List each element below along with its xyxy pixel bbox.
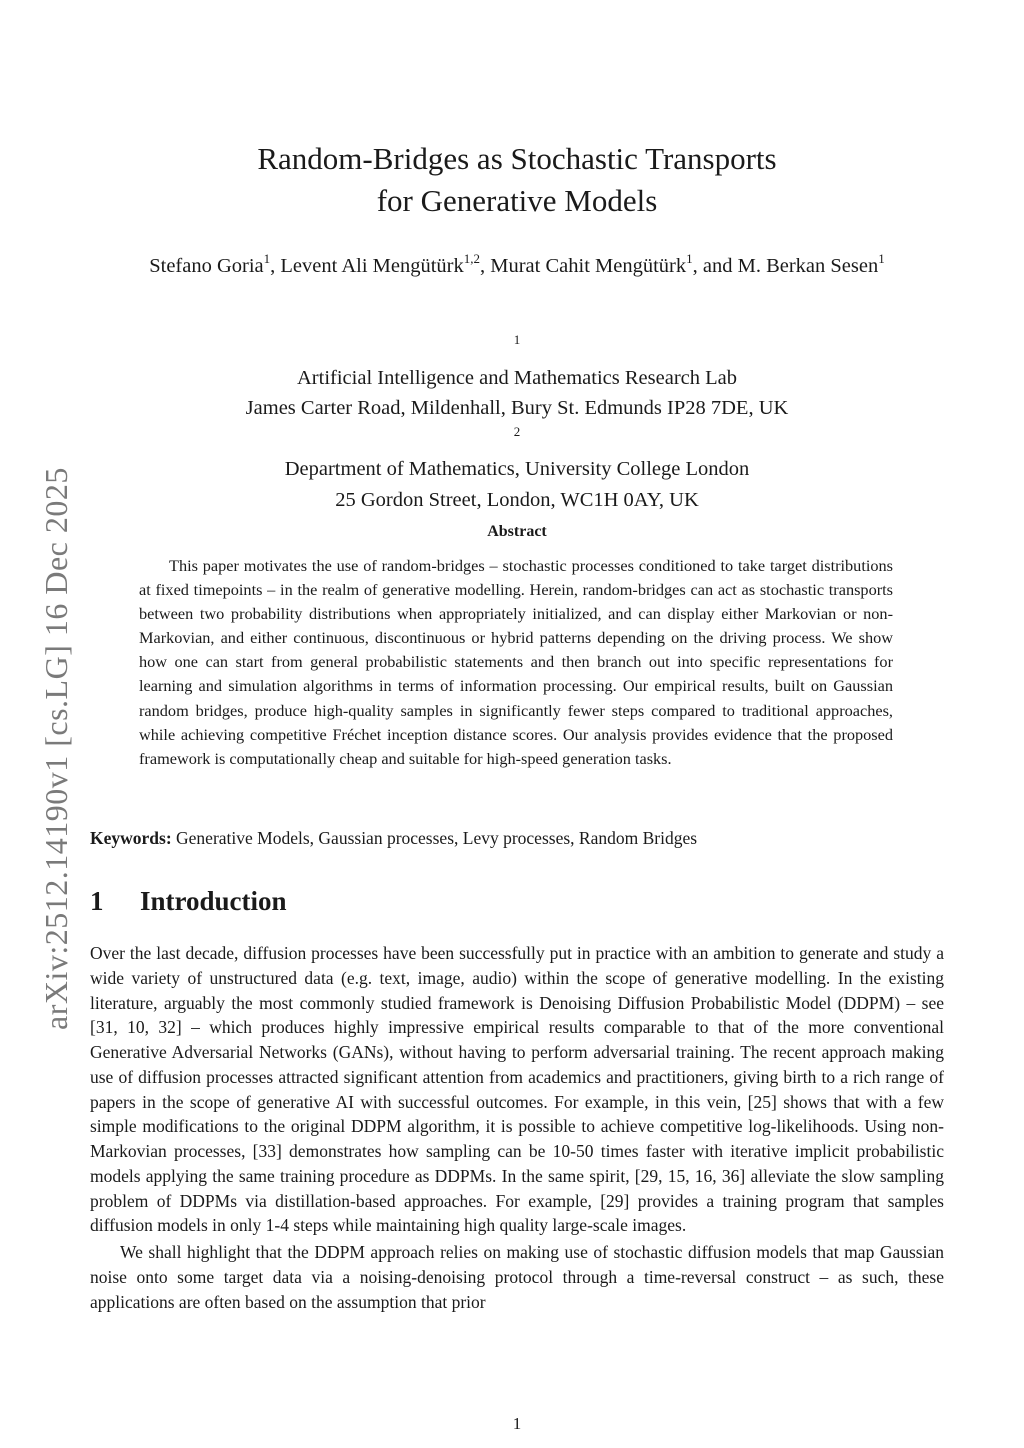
author-separator: , <box>270 255 281 277</box>
affiliation-2-address: 25 Gordon Street, London, WC1H 0AY, UK <box>335 488 699 511</box>
title-line-2: for Generative Models <box>376 183 658 218</box>
author-list <box>105 251 929 281</box>
author-separator: , <box>480 255 491 277</box>
author-separator: , and <box>692 255 738 277</box>
section-title: Introduction <box>140 886 287 916</box>
body-paragraph: We shall highlight that the DDPM approach relies on making use of stochastic diffusion models that map Gaussian noise onto some target data via a noising-denoising protocol through a time-reversal construct – as such, these applications are often based on the assumption that prior <box>90 1242 944 1312</box>
section-number: 1 <box>90 886 104 916</box>
affiliations <box>0 332 1024 515</box>
abstract-text: This paper motivates the use of random-bridges – stochastic processes conditioned to take target distributions at fixed timepoints – in the realm of generative modelling. Herein, random-bridges can act as stochastic transports between two probability distributions when appropriately initialized, and can display either Markovian or non-Markovian, and either continuous, discontinuous or hybrid patterns depending on the driving process. We show how one can start from general probabilistic statements and then branch out into specific representations for learning and simulation algorithms in terms of information processing. Our empirical results, built on Gaussian random bridges, produce high-quality samples in significantly fewer steps compared to traditional approaches, while achieving competitive Fréchet inception distance scores. Our analysis provides evidence that the proposed framework is computationally cheap and suitable for high-speed generation tasks. <box>139 556 893 768</box>
author-name: Murat Cahit Mengütürk <box>490 255 687 277</box>
keywords-label: Keywords: <box>90 828 172 848</box>
author-affiliation-mark: 1 <box>686 251 693 267</box>
introduction-body <box>90 941 944 1314</box>
keywords-line <box>90 828 950 849</box>
keywords-text: Generative Models, Gaussian processes, Levy processes, Random Bridges <box>176 828 698 848</box>
title-line-1: Random-Bridges as Stochastic Transports <box>257 141 777 176</box>
section-heading-introduction <box>90 886 287 917</box>
author-name: M. Berkan Sesen <box>737 255 879 277</box>
author-affiliation-mark: 1 <box>263 251 271 267</box>
abstract-heading: Abstract <box>487 523 547 540</box>
page-number: 1 <box>512 1414 522 1433</box>
affiliation-2-name: $^2$ Department of Mathematics, University College London <box>284 423 750 480</box>
affiliation-mark: 1 <box>513 332 521 348</box>
affiliation-1-address: James Carter Road, Mildenhall, Bury St. Edmunds IP28 7DE, UK <box>245 397 789 419</box>
author-name: Levent Ali Mengütürk <box>280 255 464 277</box>
author-affiliation-mark: 1 <box>878 251 885 267</box>
author-name: Stefano Goria <box>149 255 264 277</box>
body-paragraph: Over the last decade, diffusion processes have been successfully put in practice with an ambition to generate and study a wide variety of unstructured data (e.g. text, image, audio) within the scope of generative modelling. In the existing literature, arguably the most commonly studied framework is Denoising Diffusion Probabilistic Model (DDPM) – see [31, 10, 32] – which produces highly impressive empirical results comparable to that of the more conventional Generative Adversarial Networks (GANs), without having to perform adversarial training. The recent approach making use of diffusion processes attracted significant attention from academics and practitioners, giving birth to a rich range of papers in the scope of generative AI with successful outcomes. For example, in this vein, [25] shows that with a few simple modifications to the original DDPM algorithm, it is possible to achieve competitive log-likelihoods. Using non-Markovian processes, [33] demonstrates how sampling can be 10-50 times faster with iterative implicit probabilistic models applying the same training procedure as DDPMs. In the same spirit, [29, 15, 16, 36] alleviate the slow sampling problem of DDPMs via distillation-based approaches. For example, [29] provides a training program that samples diffusion models in only 1-4 steps while maintaining high quality large-scale images. <box>90 943 944 1236</box>
paper-title <box>0 138 1024 222</box>
affiliation-1-name: $^1$ Artificial Intelligence and Mathematics Research Lab <box>297 332 737 389</box>
author-affiliation-mark: 1,2 <box>463 251 480 267</box>
affiliation-mark: 2 <box>513 423 521 439</box>
arxiv-identifier-stamp[interactable]: arXiv:2512.14190v1 [cs.LG] 16 Dec 2025 <box>38 467 74 1030</box>
